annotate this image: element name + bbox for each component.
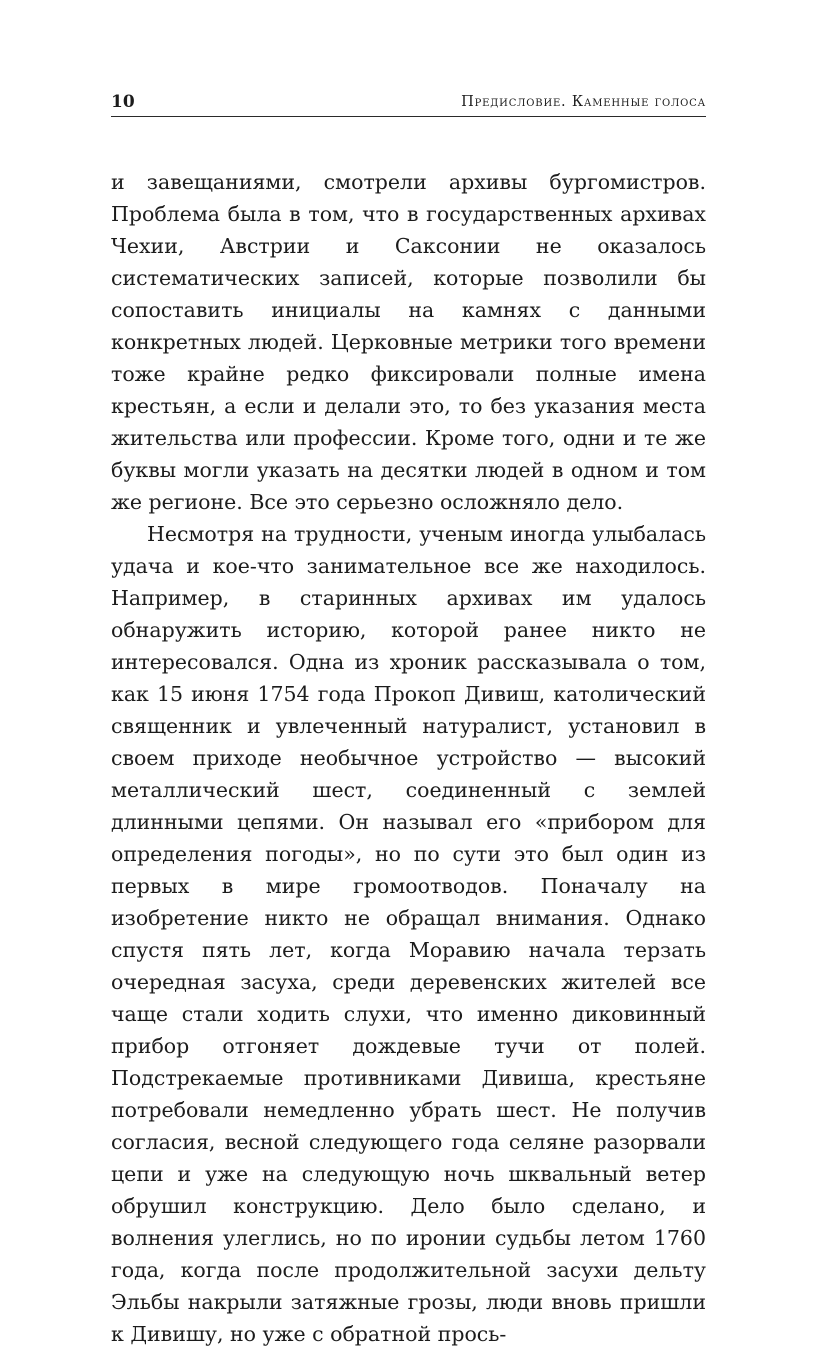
page-number: 10 xyxy=(111,92,135,112)
running-header xyxy=(111,90,706,117)
running-title: Предисловие. Каменные голоса xyxy=(461,94,706,110)
body-text xyxy=(111,166,706,1350)
paragraph: Несмотря на трудности, ученым иногда улыбалась удача и кое-что занимательное все же находилось. Например, в старинных архивах им удалось обнаружить историю, которой ранее никто не интересовался. Одна из хроник рассказывала о том, как 15 июня 1754 года Прокоп Дивиш, католический священник и увлеченный натуралист, установил в своем приходе необычное устройство — высокий металлический шест, соединенный с землей длинными цепями. Он называл его «прибором для определения погоды», но по сути это был один из первых в мире громоотводов. Поначалу на изобретение никто не обращал внимания. Однако спустя пять лет, когда Моравию начала терзать очередная засуха, среди деревенских жителей все чаще стали ходить слухи, что именно диковинный прибор отгоняет дождевые тучи от полей. Подстрекаемые противниками Дивиша, крестьяне потребовали немедленно убрать шест. Не получив согласия, весной следующего года селяне разорвали цепи и уже на следующую ночь шквальный ветер обрушил конструкцию. Дело было сделано, и волнения улеглись, но по иронии судьбы летом 1760 года, когда после продолжительной засухи дельту Эльбы накрыли затяжные грозы, люди вновь пришли к Дивишу, но уже с обратной прось- xyxy=(111,522,706,1346)
paragraph-continued: и завещаниями, смотрели архивы бургомистров. Проблема была в том, что в государственных архивах Чехии, Австрии и Саксонии не оказалось систематических записей, которые позволили бы сопоставить инициалы на камнях с данными конкретных людей. Церковные метрики того времени тоже крайне редко фиксировали полные имена крестьян, а если и делали это, то без указания места жительства или профессии. Кроме того, одни и те же буквы могли указать на десятки людей в одном и том же регионе. Все это серьезно осложняло дело. xyxy=(111,170,706,514)
